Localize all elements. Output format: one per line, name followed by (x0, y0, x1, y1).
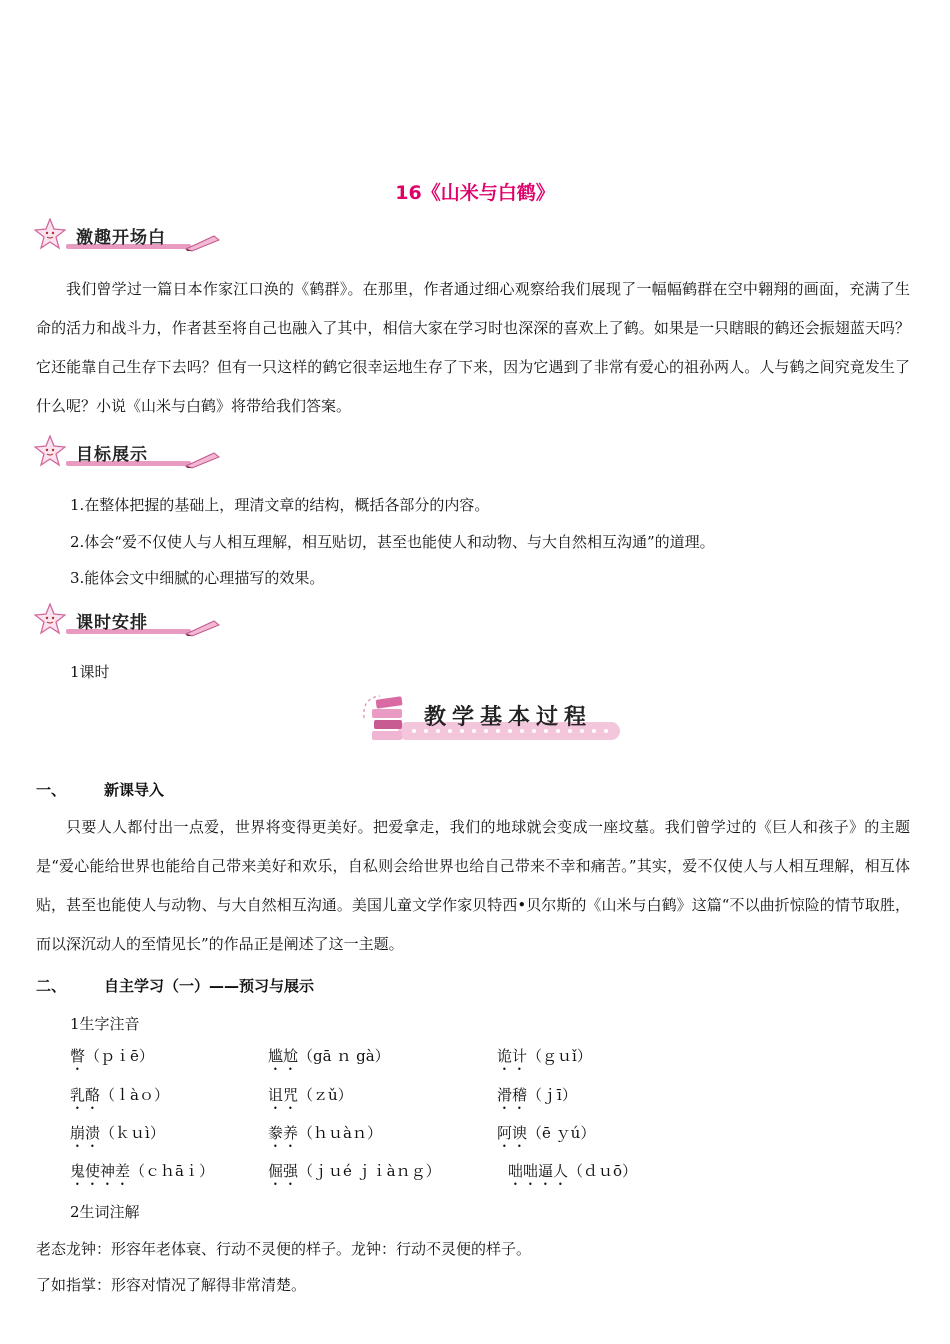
vocab-pinyin: （ｌàｏ） (100, 1086, 169, 1104)
pen-icon (184, 232, 224, 252)
vocab-item (70, 1045, 154, 1074)
vocab-item (497, 1084, 577, 1113)
vocab-word: 尴尬 (268, 1047, 299, 1065)
part1-heading (36, 779, 164, 800)
intro-paragraph: 我们曾学过一篇日本作家江口涣的《鹤群》。在那里，作者通过细心观察给我们展现了一幅幅鹤群在空中翱翔的画面，充满了生命的活力和战斗力，作者甚至将自己也融入了其中，相信大家在学习时也深深的喜欢上了鹤。如果是一只瞎眼的鹤还会振翅蓝天吗？它还能靠自己生存下去吗？但有一只这样的鹤它很幸运地生存了下来，因为它遇到了非常有爱心的祖孙两人。人与鹤之间究竟发生了什么呢？小说《山米与白鹤》将带给我们答案。 (36, 280, 910, 415)
vocab-word: 阿谀 (497, 1124, 528, 1142)
vocab-word: 咄咄逼人 (508, 1162, 569, 1180)
vocab-pinyin: （ｃｈāｉ） (130, 1162, 214, 1180)
definition-item: 了如指掌：形容对情况了解得非常清楚。 (36, 1276, 307, 1294)
vocab-pinyin: （ｚǔ） (298, 1086, 353, 1104)
vocab-pinyin: （ｈｕàｎ） (298, 1124, 382, 1142)
vocab-item (268, 1045, 390, 1074)
vocab-word: 诡计 (497, 1047, 528, 1065)
vocab-item (497, 1045, 592, 1074)
vocab-pinyin: （ｐｉē） (85, 1047, 154, 1065)
pen-icon (184, 617, 224, 637)
section-header-schedule (34, 603, 199, 639)
vocab-pinyin: （ｊī） (527, 1086, 577, 1104)
vocab-item (268, 1084, 353, 1113)
part1-paragraph: 只要人人都付出一点爱，世界将变得更美好。把爱拿走，我们的地球就会变成一座坟墓。我们曾学过的《巨人和孩子》的主题是“爱心能给世界也能给自己带来美好和欢乐，自私则会给世界也给自己带来不幸和痛苦。”其实，爱不仅使人与人相互理解，相互体贴，甚至也能使人与动物、与大自然相互沟通。美国儿童文学作家贝特西•贝尔斯的《山米与白鹤》这篇“不以曲折惊险的情节取胜，而以深沉动人的至情见长”的作品正是阐述了这一主题。 (36, 818, 910, 953)
vocab-pinyin: （ｄｕō） (568, 1162, 638, 1180)
section-header-intro (34, 218, 199, 254)
vocab-item (497, 1122, 595, 1151)
vocab-word: 鬼使神差 (70, 1162, 131, 1180)
vocab-pinyin: （ē ｙú） (527, 1124, 596, 1142)
vocab-word: 豢养 (268, 1124, 299, 1142)
schedule-text: 1课时 (70, 663, 110, 681)
star-icon (34, 218, 66, 250)
goal-item: 3.能体会文中细腻的心理描写的效果。 (70, 569, 325, 587)
vocab-word: 倔强 (268, 1162, 299, 1180)
goal-item: 1.在整体把握的基础上，理清文章的结构，概括各部分的内容。 (70, 496, 490, 514)
vocab-word: 乳酪 (70, 1086, 101, 1104)
star-icon (34, 435, 66, 467)
part1-number: 一、 (36, 781, 67, 799)
goal-item: 2.体会“爱不仅使人与人相互理解，相互贴切，甚至也能使人和动物、与大自然相互沟通”的道理。 (70, 533, 715, 551)
vocab-item (268, 1160, 441, 1189)
vocab-item (70, 1122, 165, 1151)
banner-title: 教学基本过程 (424, 705, 593, 730)
section-label: 激趣开场白 (76, 228, 166, 248)
part2-heading (36, 975, 314, 996)
vocab-pinyin: （ｇｕǐ） (527, 1047, 592, 1065)
vocab-word: 滑稽 (497, 1086, 528, 1104)
vocab-word: 崩溃 (70, 1124, 101, 1142)
page-title: 16《山米与白鹤》 (395, 182, 555, 204)
vocab-item (508, 1160, 637, 1189)
section-header-goals (34, 435, 199, 471)
definition-item: 老态龙钟：形容年老体衰、行动不灵便的样子。龙钟：行动不灵便的样子。 (36, 1240, 532, 1258)
section-label: 课时安排 (76, 613, 148, 633)
part1-title: 新课导入 (104, 781, 165, 799)
vocab-word: 瞥 (70, 1047, 86, 1065)
vocab-item (70, 1084, 169, 1113)
pen-icon (184, 449, 224, 469)
star-icon (34, 603, 66, 635)
vocab-subheading: 1生字注音 (70, 1015, 140, 1033)
section-label: 目标展示 (76, 445, 148, 465)
definitions-subheading: 2生词注解 (70, 1203, 140, 1221)
vocab-pinyin: （ｋｕì） (100, 1124, 165, 1142)
vocab-pinyin: （ｊｕé ｊｉàｎｇ） (298, 1162, 441, 1180)
vocab-pinyin: （gā ｎ gà） (298, 1047, 390, 1065)
part2-title: 自主学习（一）——预习与展示 (104, 977, 315, 995)
vocab-item (70, 1160, 214, 1189)
vocab-word: 诅咒 (268, 1086, 299, 1104)
vocab-item (268, 1122, 382, 1151)
part2-number: 二、 (36, 977, 67, 995)
